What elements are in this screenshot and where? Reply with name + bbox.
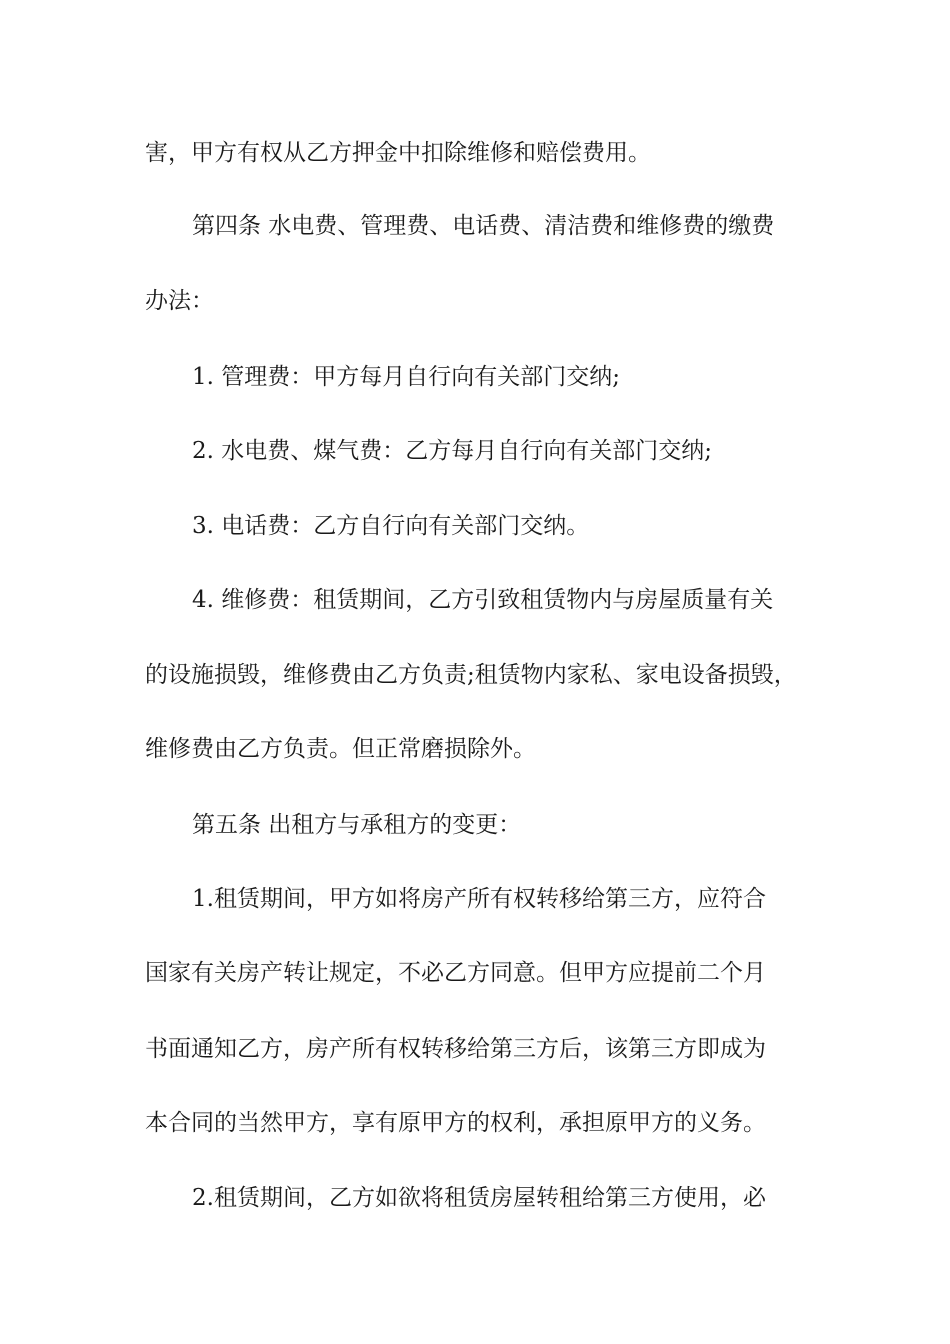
- text-line-12: 国家有关房产转让规定，不必乙方同意。但甲方应提前二个月: [145, 960, 766, 986]
- list-item-phone-fee: 3. 电话费：乙方自行向有关部门交纳。: [192, 513, 590, 539]
- text-line-15: 2.租赁期间，乙方如欲将租赁房屋转租给第三方使用，必: [192, 1185, 766, 1211]
- list-item-management-fee: 1. 管理费：甲方每月自行向有关部门交纳;: [192, 364, 621, 390]
- list-item-utility-fee: 2. 水电费、煤气费：乙方每月自行向有关部门交纳;: [192, 438, 713, 464]
- text-line-13: 书面通知乙方，房产所有权转移给第三方后，该第三方即成为: [145, 1036, 766, 1062]
- list-item-repair-fee: 4. 维修费：租赁期间，乙方引致租赁物内与房屋质量有关: [192, 587, 774, 613]
- article-4-heading: 第四条 水电费、管理费、电话费、清洁费和维修费的缴费: [192, 213, 775, 239]
- text-line-3: 办法：: [145, 288, 214, 314]
- text-line-14: 本合同的当然甲方，享有原甲方的权利，承担原甲方的义务。: [145, 1110, 766, 1136]
- text-line-11: 1.租赁期间，甲方如将房产所有权转移给第三方，应符合: [192, 886, 766, 912]
- article-5-heading: 第五条 出租方与承租方的变更：: [192, 812, 522, 838]
- text-line-1: 害，甲方有权从乙方押金中扣除维修和赔偿费用。: [145, 140, 651, 166]
- text-line-9: 维修费由乙方负责。但正常磨损除外。: [145, 736, 536, 762]
- text-line-8: 的设施损毁，维修费由乙方负责;租赁物内家私、家电设备损毁，: [145, 662, 797, 688]
